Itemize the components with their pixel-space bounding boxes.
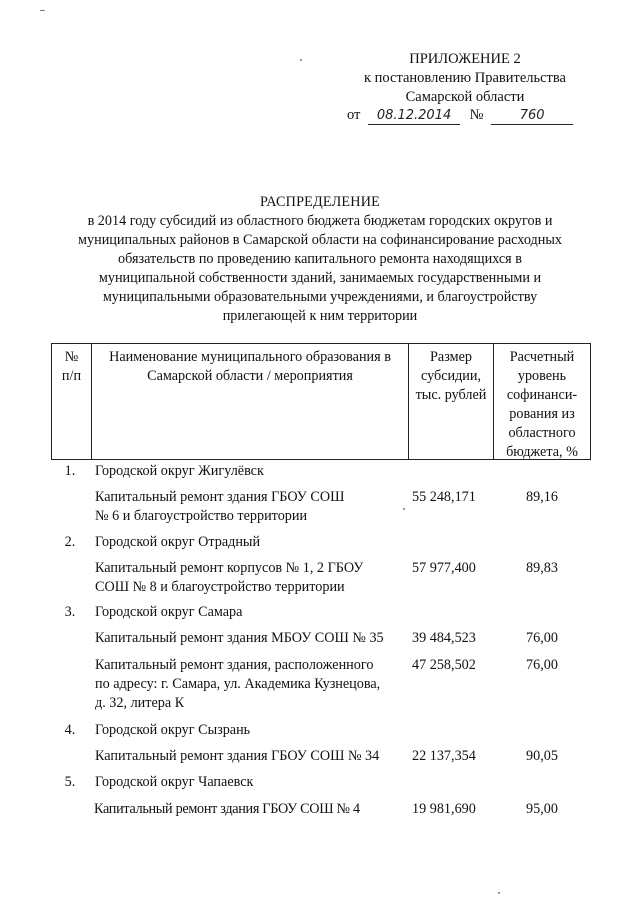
subtitle-line: обязательств по проведению капитального ремонта находящихся в	[118, 251, 522, 267]
header-num: № п/п	[61, 349, 82, 384]
subtitle-line: в 2014 году субсидий из областного бюджета бюджетам городских округов и	[87, 213, 553, 229]
cofinancing-pct: 76,00	[526, 657, 558, 673]
cofinancing-pct: 89,83	[526, 560, 558, 576]
district-name: Городской округ Жигулёвск	[95, 463, 264, 479]
handwritten-number: 760	[491, 107, 573, 125]
district-name: Городской округ Самара	[95, 604, 243, 620]
project-description: Капитальный ремонт корпусов № 1, 2 ГБОУ СОШ № 8 и благоустройство территории	[95, 560, 364, 595]
district-name: Городской округ Отрадный	[95, 534, 261, 550]
cofinancing-pct: 95,00	[526, 801, 558, 817]
subsidy-amount: 47 258,502	[412, 657, 476, 673]
handwritten-date: 08.12.2014	[368, 107, 460, 125]
district-name: Городской округ Чапаевск	[95, 774, 254, 790]
row-number: 2.	[64, 534, 76, 550]
heading: РАСПРЕДЕЛЕНИЕ	[259, 194, 381, 210]
subtitle-line: прилегающей к ним территории	[222, 308, 418, 324]
table-header	[51, 343, 591, 460]
appendix-decree-line: к постановлению Правительства	[364, 70, 566, 86]
subsidy-amount: 19 981,690	[412, 801, 476, 817]
project-description: Капитальный ремонт здания ГБОУ СОШ № 34	[95, 748, 380, 764]
subtitle-line: муниципальных районов в Самарской области на софинансирование расходных	[78, 232, 562, 248]
header-amount: Размер субсидии, тыс. рублей	[415, 349, 487, 403]
subsidy-amount: 55 248,171	[412, 489, 476, 505]
document-title	[50, 193, 590, 326]
subsidy-amount: 57 977,400	[412, 560, 476, 576]
appendix-region-line: Самарской области	[405, 89, 525, 105]
district-name: Городской округ Сызрань	[95, 722, 251, 738]
cofinancing-pct: 76,00	[526, 630, 558, 646]
number-label: №	[469, 107, 484, 123]
project-description: Капитальный ремонт здания, расположенного по адресу: г. Самара, ул. Академика Кузнецова, д. 32, литера К	[95, 657, 381, 711]
scan-speck	[40, 10, 45, 11]
project-description: Капитальный ремонт здания МБОУ СОШ № 35	[95, 630, 384, 646]
from-label: от	[347, 107, 361, 123]
appendix-title: ПРИЛОЖЕНИЕ 2	[409, 51, 521, 67]
subtitle-line: муниципальными образовательными учреждениями, и благоустройству	[102, 289, 538, 305]
project-description: Капитальный ремонт здания ГБОУ СОШ № 6 и благоустройство территории	[95, 489, 345, 524]
scan-speck	[300, 59, 302, 61]
appendix-block	[330, 50, 600, 107]
row-number: 5.	[64, 774, 76, 790]
subsidy-amount: 39 484,523	[412, 630, 476, 646]
subtitle-line: муниципальной собственности зданий, занимаемых государственными и	[98, 270, 542, 286]
header-name: Наименование муниципального образования в Самарской области / мероприятия	[109, 349, 391, 384]
cofinancing-pct: 89,16	[526, 489, 558, 505]
row-number: 4.	[64, 722, 76, 738]
subsidy-amount: 22 137,354	[412, 748, 476, 764]
row-number: 1.	[64, 463, 76, 479]
cofinancing-pct: 90,05	[526, 748, 558, 764]
row-number: 3.	[64, 604, 76, 620]
header-pct: Расчетный уровень софинанси- рования из областного бюджета, %	[506, 349, 578, 460]
scan-speck	[498, 892, 500, 894]
scan-speck	[403, 508, 405, 510]
project-description: Капитальный ремонт здания ГБОУ СОШ № 4	[94, 801, 360, 817]
decree-date-number	[347, 106, 573, 125]
